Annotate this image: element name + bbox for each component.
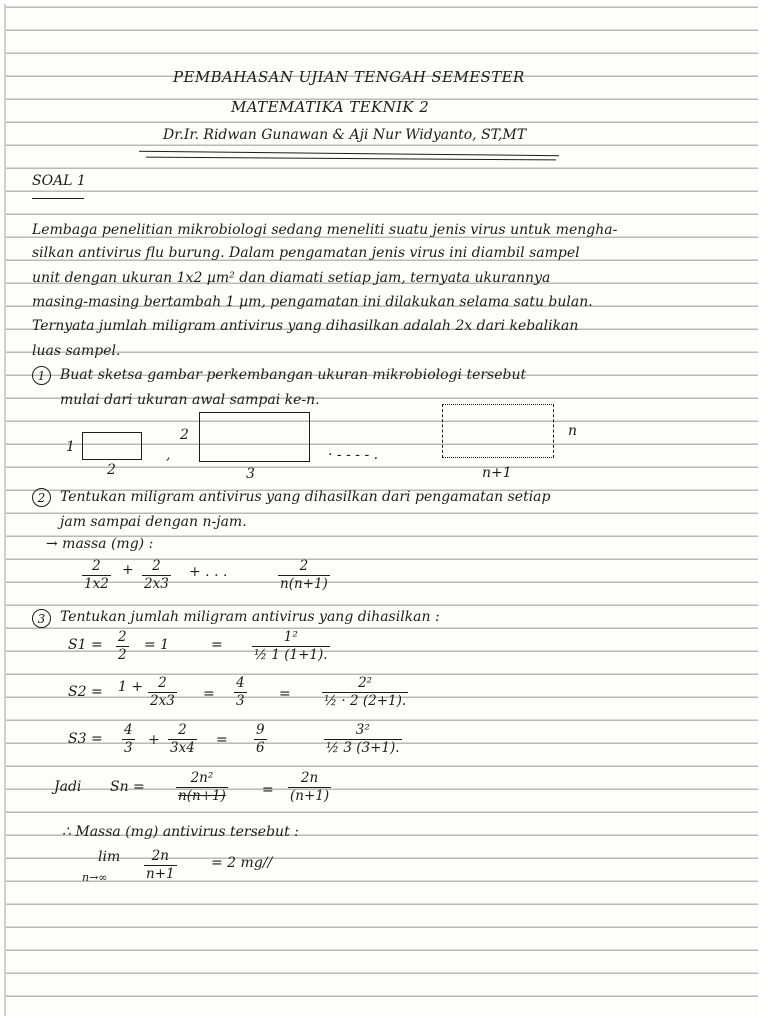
limit-num: 2n bbox=[151, 848, 169, 864]
sketch-continuation-dots: · - - - - . bbox=[328, 447, 379, 463]
sn-equals: = bbox=[262, 782, 274, 798]
limit-lim: lim bbox=[98, 849, 121, 865]
question-1-line-1: Buat sketsa gambar perkembangan ukuran mikrobiologi tersebut bbox=[60, 367, 527, 383]
s3-f4-num: 3² bbox=[355, 722, 370, 738]
question-3-line-1: Tentukan jumlah miligram antivirus yang dihasilkan : bbox=[60, 609, 440, 625]
sample-box-n bbox=[442, 404, 554, 458]
page-title: PEMBAHASAN UJIAN TENGAH SEMESTER bbox=[173, 68, 525, 86]
jadi-label: Jadi bbox=[54, 779, 82, 795]
s2-equals-2: = bbox=[279, 686, 291, 702]
boxn-height-label: n bbox=[568, 423, 578, 439]
s3-plus: + bbox=[148, 732, 160, 748]
series-term-2 bbox=[142, 560, 171, 591]
s3-f3-num: 9 bbox=[256, 722, 265, 738]
s3-f1-den: 3 bbox=[124, 739, 133, 756]
s2-label: S2 = bbox=[68, 684, 103, 700]
s3-fraction-4 bbox=[324, 724, 402, 755]
s2-f1-den: 2x3 bbox=[150, 692, 175, 709]
box1-width-label: 2 bbox=[107, 462, 116, 478]
notebook-page bbox=[4, 4, 758, 1016]
soal-label: SOAL 1 bbox=[32, 173, 86, 189]
s2-f3-den: ½ · 2 (2+1). bbox=[324, 692, 407, 709]
box2-height-label: 2 bbox=[180, 427, 189, 443]
s3-f1-num: 4 bbox=[124, 722, 133, 738]
sample-box-2 bbox=[199, 412, 310, 462]
authors: Dr.Ir. Ridwan Gunawan & Aji Nur Widyanto, ST,MT bbox=[163, 127, 527, 143]
limit-den: n+1 bbox=[146, 865, 175, 882]
header-underline-1 bbox=[139, 151, 559, 157]
boxn-width-label: n+1 bbox=[482, 465, 512, 481]
sn-f1-num: 2n² bbox=[190, 770, 214, 786]
s2-f1-num: 2 bbox=[158, 675, 167, 691]
series-term-n bbox=[278, 560, 330, 591]
sample-box-1 bbox=[82, 432, 142, 460]
problem-line-3: unit dengan ukuran 1x2 µm² dan diamati setiap jam, ternyata ukurannya bbox=[32, 270, 551, 286]
s2-f2-num: 4 bbox=[236, 675, 245, 691]
s1-fraction-2 bbox=[252, 631, 330, 662]
question-1-line-2: mulai dari ukuran awal sampai ke-n. bbox=[60, 392, 320, 408]
therefore-line: ∴ Massa (mg) antivirus tersebut : bbox=[62, 824, 299, 840]
s2-fraction-2 bbox=[234, 677, 247, 708]
series-term-n-den: n(n+1) bbox=[280, 575, 328, 592]
mass-label: → massa (mg) : bbox=[46, 536, 154, 552]
s3-label: S3 = bbox=[68, 731, 103, 747]
limit-result: = 2 mg// bbox=[211, 855, 273, 871]
series-term-1-den: 1x2 bbox=[84, 575, 109, 592]
page-subtitle: MATEMATIKA TEKNIK 2 bbox=[231, 98, 430, 116]
problem-line-4: masing-masing bertambah 1 µm, pengamatan ini dilakukan selama satu bulan. bbox=[32, 294, 593, 310]
s1-f1-den: 2 bbox=[118, 646, 127, 663]
question-1-number: 1 bbox=[32, 366, 51, 385]
soal-underline bbox=[32, 198, 84, 199]
sn-fraction-1 bbox=[176, 772, 228, 803]
s3-equals: = bbox=[216, 732, 228, 748]
box1-height-label: 1 bbox=[66, 439, 75, 455]
series-plus-1: + bbox=[122, 562, 134, 578]
s1-f1-num: 2 bbox=[118, 629, 127, 645]
series-term-2-den: 2x3 bbox=[144, 575, 169, 592]
s1-f2-den: ½ 1 (1+1). bbox=[254, 646, 328, 663]
s2-fraction-3 bbox=[322, 677, 408, 708]
question-2-line-2: jam sampai dengan n-jam. bbox=[60, 514, 247, 530]
s1-label: S1 = bbox=[68, 637, 103, 653]
question-3-number: 3 bbox=[32, 609, 51, 628]
question-2-number: 2 bbox=[32, 488, 51, 507]
s3-f2-num: 2 bbox=[178, 722, 187, 738]
s3-f2-den: 3x4 bbox=[170, 739, 195, 756]
problem-line-2: silkan antivirus flu burung. Dalam pengamatan jenis virus ini diambil sampel bbox=[32, 245, 580, 261]
s3-f4-den: ½ 3 (3+1). bbox=[326, 739, 400, 756]
s2-equals-1: = bbox=[203, 686, 215, 702]
series-term-1-num: 2 bbox=[92, 558, 101, 574]
s1-equals-one: = 1 bbox=[144, 637, 170, 653]
s1-equals: = bbox=[211, 637, 223, 653]
question-2-line-1: Tentukan miligram antivirus yang dihasilkan dari pengamatan setiap bbox=[60, 489, 551, 505]
s2-fraction-1 bbox=[148, 677, 177, 708]
sn-f2-den: (n+1) bbox=[290, 787, 330, 804]
box2-width-label: 3 bbox=[246, 466, 255, 482]
problem-line-5: Ternyata jumlah miligram antivirus yang dihasilkan adalah 2x dari kebalikan bbox=[32, 318, 579, 334]
s2-f2-den: 3 bbox=[236, 692, 245, 709]
series-term-2-num: 2 bbox=[152, 558, 161, 574]
s3-fraction-3 bbox=[254, 724, 267, 755]
problem-line-6: luas sampel. bbox=[32, 343, 121, 359]
s3-fraction-2 bbox=[168, 724, 197, 755]
series-term-1 bbox=[82, 560, 111, 591]
s2-lead: 1 + bbox=[118, 679, 144, 695]
series-plus-dots: + . . . bbox=[189, 564, 228, 580]
sn-f1-den: n(n+1) bbox=[178, 787, 226, 804]
s2-f3-num: 2² bbox=[358, 675, 373, 691]
header-underline-2 bbox=[146, 157, 556, 161]
limit-fraction bbox=[144, 850, 177, 881]
sn-fraction-2 bbox=[288, 772, 331, 803]
s3-f3-den: 6 bbox=[256, 739, 265, 756]
problem-line-1: Lembaga penelitian mikrobiologi sedang meneliti suatu jenis virus untuk mengha- bbox=[32, 222, 618, 238]
s1-f2-num: 1² bbox=[283, 629, 298, 645]
limit-subscript: n→∞ bbox=[82, 871, 108, 884]
sn-f2-num: 2n bbox=[300, 770, 319, 786]
s3-fraction-1 bbox=[122, 724, 135, 755]
sn-label: Sn = bbox=[110, 779, 145, 795]
series-term-n-num: 2 bbox=[299, 558, 309, 574]
s1-fraction-1 bbox=[116, 631, 129, 662]
box1-separator: , bbox=[166, 447, 171, 463]
